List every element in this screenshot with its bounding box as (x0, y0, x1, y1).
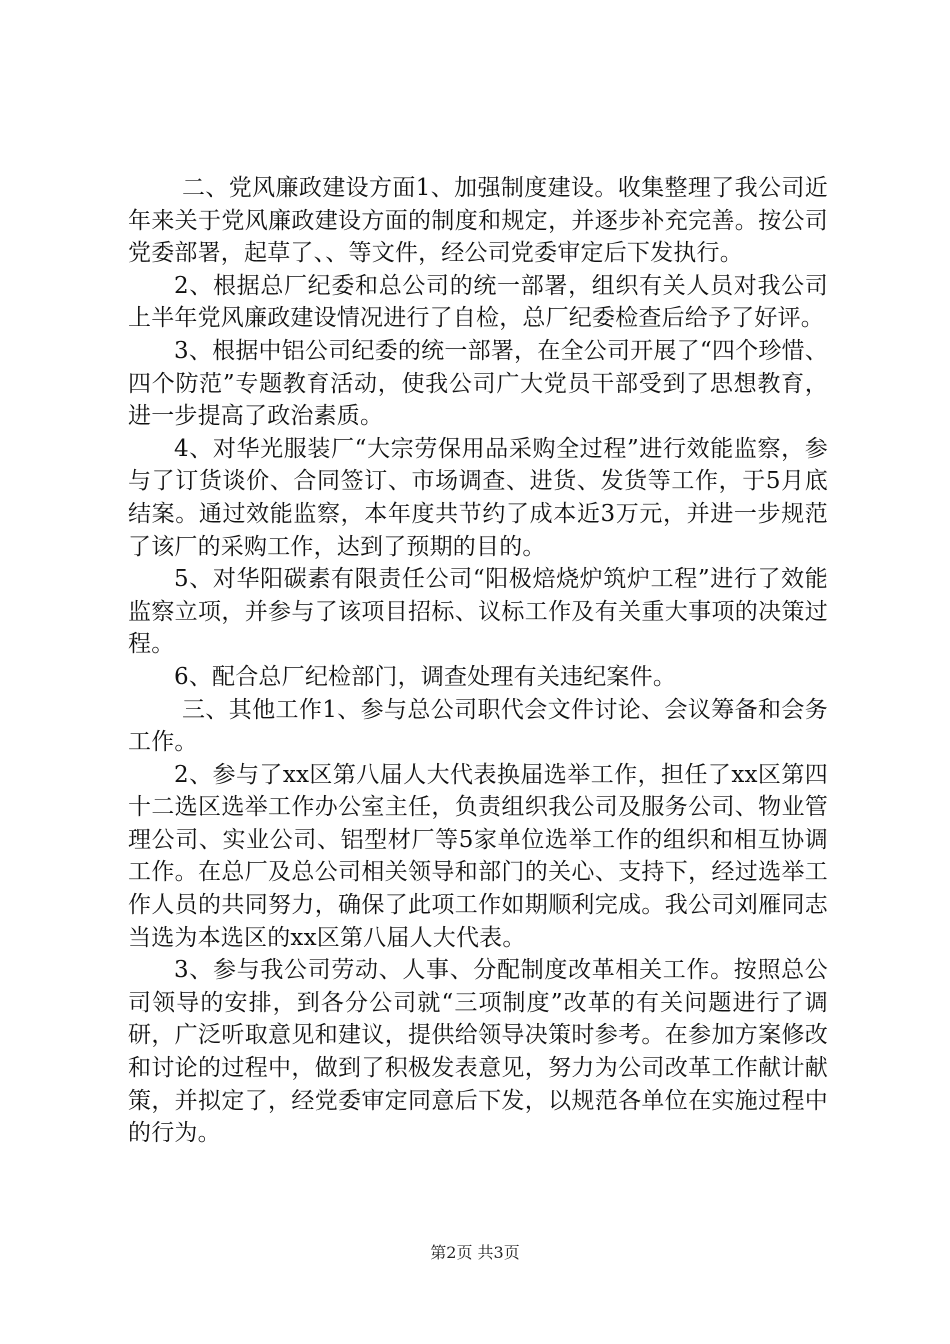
document-body (128, 172, 828, 1150)
paragraph-self-inspection: 2、根据总厂纪委和总公司的统一部署，组织有关人员对我公司上半年党风廉政建设情况进行了自检，总厂纪委检查后给予了好评。 (128, 272, 828, 332)
paragraph-furnace-project: 5、对华阳碳素有限责任公司“阳极焙烧炉筑炉工程”进行了效能监察立项，并参与了该项目招标、议标工作及有关重大事项的决策过程。 (128, 566, 828, 658)
paragraph-reform-work: 3、参与我公司劳动、人事、分配制度改革相关工作。按照总公司领导的安排，到各分公司就“三项制度”改革的有关问题进行了调研，广泛听取意见和建议，提供给领导决策时参考。在参加方案修改和讨论的过程中，做到了积极发表意见，努力为公司改革工作献计献策，并拟定了，经党委审定同意后下发，以规范各单位在实施过程中的行为。 (128, 957, 828, 1147)
page-number-footer: 第2页 共3页 (430, 1243, 520, 1262)
paragraph-election-work: 2、参与了xx区第八届人大代表换届选举工作，担任了xx区第四十二选区选举工作办公室主任，负责组织我公司及服务公司、物业管理公司、实业公司、铝型材厂等5家单位选举工作的组织和相互协调工作。在总厂及总公司相关领导和部门的关心、支持下，经过选举工作人员的共同努力，确保了此项工作如期顺利完成。我公司刘雁同志当选为本选区的xx区第八届人大代表。 (128, 761, 828, 951)
paragraph-disciplinary-cases: 6、配合总厂纪检部门，调查处理有关违纪案件。 (174, 663, 677, 690)
paragraph-party-conduct: 二、党风廉政建设方面1、加强制度建设。收集整理了我公司近年来关于党风廉政建设方面的制度和规定，并逐步补充完善。按公司党委部署，起草了、、等文件，经公司党委审定后下发执行。 (128, 175, 828, 267)
paragraph-other-work: 三、其他工作1、参与总公司职代会文件讨论、会议筹备和会务工作。 (128, 696, 828, 756)
paragraph-procurement-supervision: 4、对华光服装厂“大宗劳保用品采购全过程”进行效能监察，参与了订货谈价、合同签订、市场调查、进货、发货等工作，于5月底结案。通过效能监察，本年度共节约了成本近3万元，并进一步规范了该厂的采购工作，达到了预期的目的。 (128, 435, 828, 560)
paragraph-education-campaign: 3、根据中铝公司纪委的统一部署，在全公司开展了“四个珍惜、四个防范”专题教育活动，使我公司广大党员干部受到了思想教育，进一步提高了政治素质。 (128, 337, 828, 430)
